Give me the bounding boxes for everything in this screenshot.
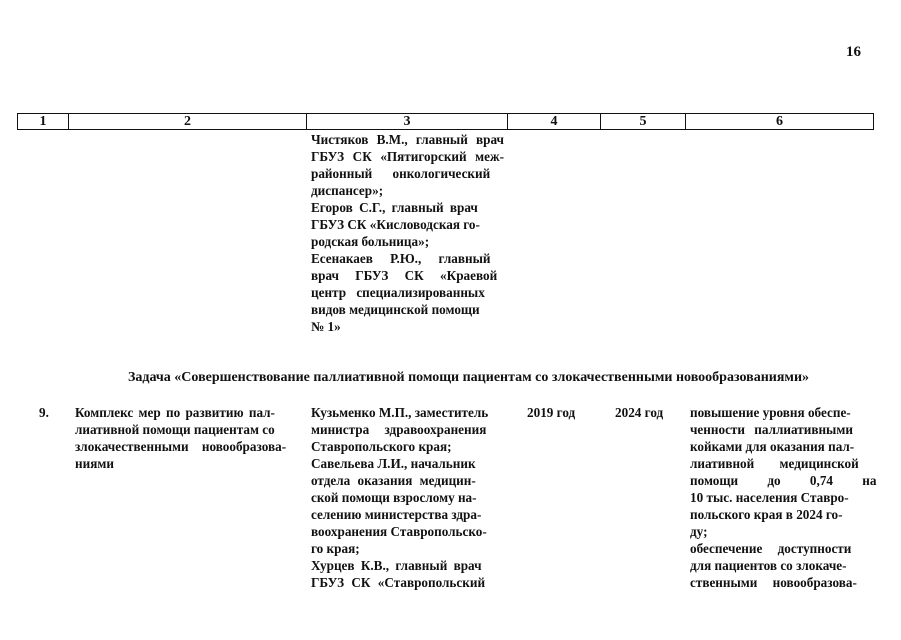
row-9-end-year: 2024 год xyxy=(615,405,664,420)
text-line: № 1» xyxy=(311,319,341,334)
row-9-responsible-cell xyxy=(311,404,504,591)
word: меж- xyxy=(475,149,504,164)
text-line: министра здравоохранения xyxy=(311,422,487,437)
text-line: врач ГБУЗ СК «Краевой xyxy=(311,268,498,283)
text-line: ской помощи взрослому на- xyxy=(311,490,477,505)
word: главный xyxy=(415,132,468,147)
text-line: помощи до 0,74 на xyxy=(690,473,877,488)
text-line: центр специализированных xyxy=(311,285,485,300)
text-line: 10 тыс. населения Ставро- xyxy=(690,490,849,505)
word: СК xyxy=(352,149,372,164)
text-line: селению министерства здра- xyxy=(311,507,482,522)
text-line: ниями xyxy=(75,456,114,471)
text-line: злокачественными новообразова- xyxy=(75,439,287,454)
word: врач xyxy=(476,132,504,147)
word: ГБУЗ xyxy=(311,149,345,164)
text-line: ГБУЗ СК «Ставропольский xyxy=(311,575,486,590)
column-number-4: 4 xyxy=(508,114,601,130)
text-line: ду; xyxy=(690,524,708,539)
text-line xyxy=(311,148,504,165)
text-line: для пациентов со злокаче- xyxy=(690,558,847,573)
text-line: отдела оказания медицин- xyxy=(311,473,476,488)
text-line: ченности паллиативными xyxy=(690,422,853,437)
text-line: Егоров С.Г., главный врач xyxy=(311,200,478,215)
row-9-number: 9. xyxy=(39,405,49,420)
text-line: диспансер»; xyxy=(311,183,384,198)
task-title: Задача «Совершенствование паллиативной помощи пациентам со злокачественными новообразованиями» xyxy=(128,370,810,385)
text-line: Хурцев К.В., главный врач xyxy=(311,558,482,573)
column-number-5: 5 xyxy=(601,114,686,130)
text-line: родская больница»; xyxy=(311,234,430,249)
text-line: Есенакаев Р.Ю., главный xyxy=(311,251,491,266)
column-number-1: 1 xyxy=(18,114,69,130)
word: В.М., xyxy=(376,132,408,147)
row-9-start-year: 2019 год xyxy=(527,405,576,420)
text-line: обеспечение доступности xyxy=(690,541,852,556)
column-number-header xyxy=(17,113,874,130)
text-line: Ставропольского края; xyxy=(311,439,452,454)
column-number-3: 3 xyxy=(307,114,508,130)
text-line: ГБУЗ СК «Кисловодская го- xyxy=(311,217,480,232)
continuation-responsible-cell xyxy=(311,131,504,335)
column-number-6: 6 xyxy=(686,114,874,130)
text-line: районный онкологический xyxy=(311,166,491,181)
text-line: воохранения Ставропольско- xyxy=(311,524,487,539)
text-line: Савельева Л.И., начальник xyxy=(311,456,476,471)
text-line: польского края в 2024 го- xyxy=(690,507,843,522)
text-line xyxy=(311,131,504,148)
row-9-result-cell xyxy=(690,404,877,591)
column-number-2: 2 xyxy=(69,114,307,130)
text-line: лиативной медицинской xyxy=(690,456,859,471)
text-line: лиативной помощи пациентам со xyxy=(75,422,275,437)
row-9-measure-cell xyxy=(75,404,300,472)
text-line: ственными новообразова- xyxy=(690,575,857,590)
text-line: видов медицинской помощи xyxy=(311,302,480,317)
text-line: Кузьменко М.П., заместитель xyxy=(311,405,489,420)
text-line: койками для оказания пал- xyxy=(690,439,855,454)
text-line: Комплекс мер по развитию пал- xyxy=(75,405,275,420)
page-number: 16 xyxy=(846,44,861,60)
word: Чистяков xyxy=(311,132,369,147)
text-line: го края; xyxy=(311,541,360,556)
word: «Пятигорский xyxy=(380,149,467,164)
text-line: повышение уровня обеспе- xyxy=(690,405,851,420)
